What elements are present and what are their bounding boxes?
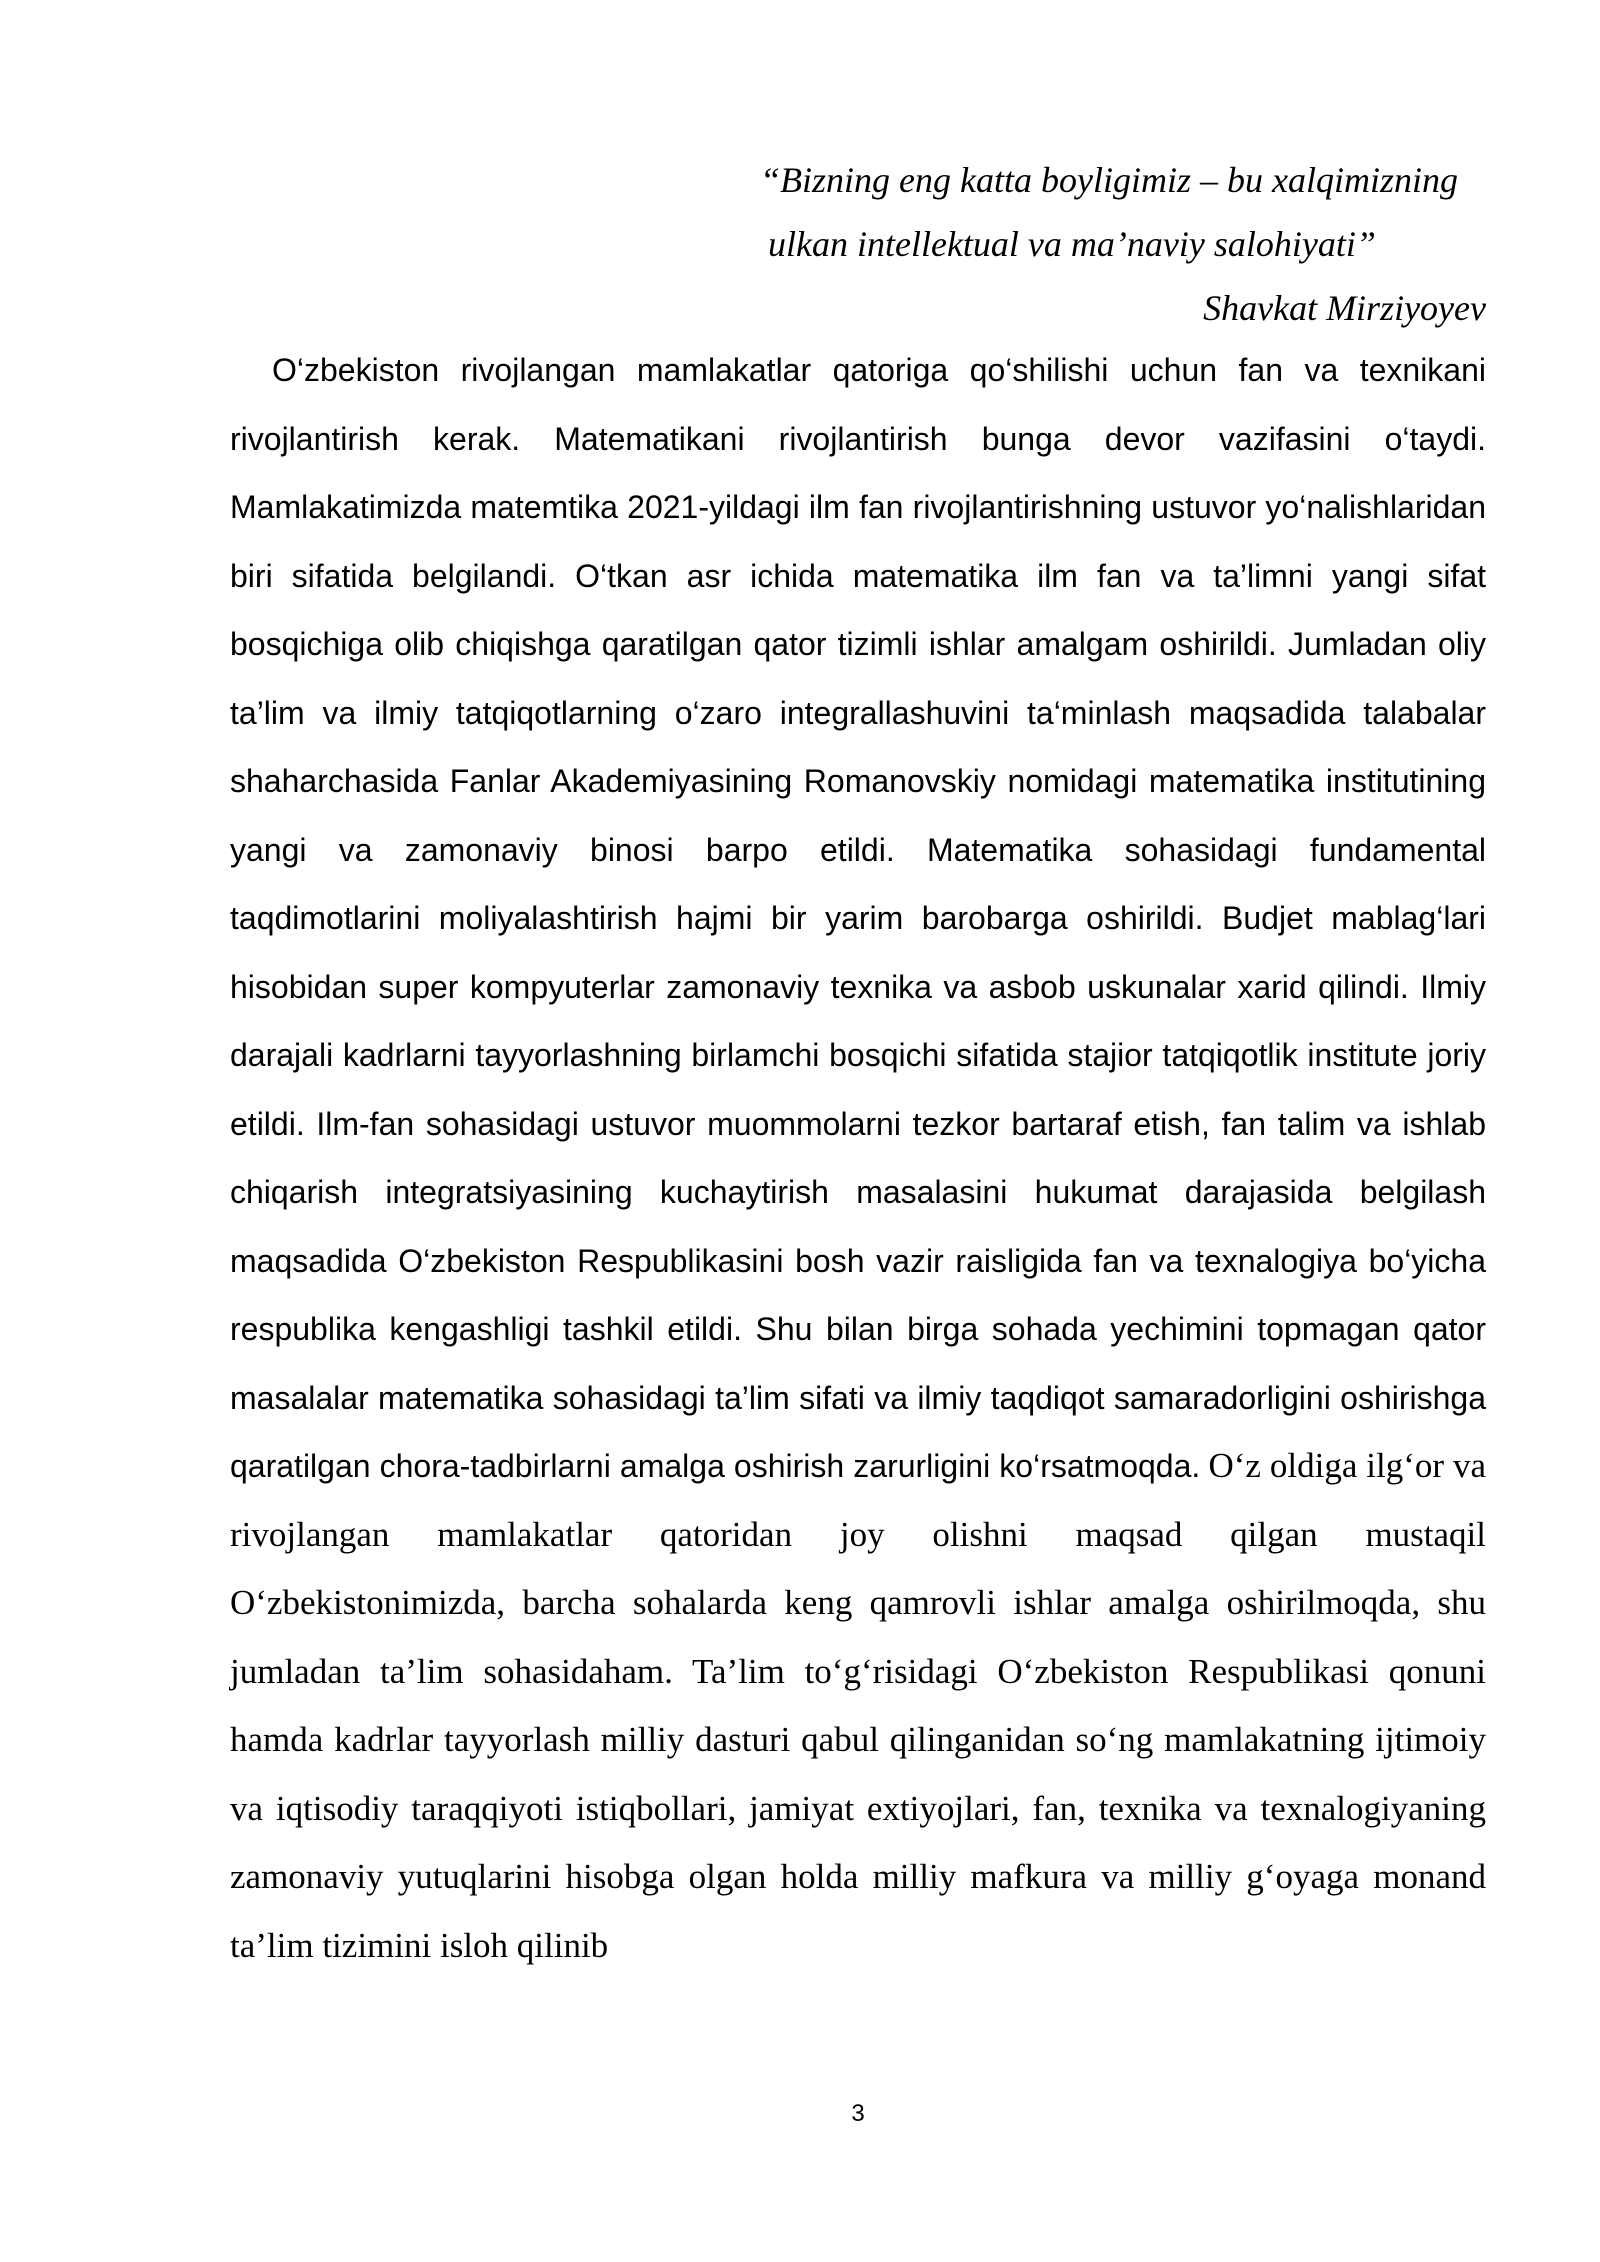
paragraph-serif-segment: O‘z oldiga ilg‘or va rivojlangan mamlakatlar qatoridan joy olishni maqsad qilgan mustaqil O‘zbekistonimizda, barcha sohalarda keng qamrovli ishlar amalga oshirilmoqda, shu jumladan ta’lim sohasidaham. Ta’lim to‘g‘risidagi O‘zbekiston Respublikasi qonuni hamda kadrlar tayyorlash milliy dasturi qabul qilinganidan so‘ng mamlakatning ijtimoiy va iqtisodiy taraqqiyoti istiqbollari, jamiyat extiyojlari, fan, texnika va texnalogiyaning zamonaviy yutuqlarini hisobga olgan holda milliy mafkura va milliy g‘oyaga monand ta’lim tizimini isloh qilinib — [230, 1446, 1487, 1965]
epigraph-line-2: ulkan intellektual va ma’naviy salohiyati” — [768, 224, 1376, 264]
main-paragraph — [230, 336, 1486, 1980]
epigraph-line-1: “Bizning eng katta boyligimiz – bu xalqimizning — [760, 160, 1458, 200]
paragraph-sans-segment: O‘zbekiston rivojlangan mamlakatlar qatoriga qo‘shilishi uchun fan va texnikani rivojlantirish kerak. Matematikani rivojlantirish bunga devor vazifasini o‘taydi. Mamlakatimizda matemtika 2021-yildagi ilm fan rivojlantirishning ustuvor yo‘nalishlaridan biri sifatida belgilandi. O‘tkan asr ichida matematika ilm fan va ta’limni yangi sifat bosqichiga olib chiqishga qaratilgan qator tizimli ishlar amalgam oshirildi. Jumladan oliy ta’lim va ilmiy tatqiqotlarning o‘zaro integrallashuvini ta‘minlash maqsadida talabalar shaharchasida Fanlar Akademiyasining Romanovskiy nomidagi matematika institutining yangi va zamonaviy binosi barpo etildi. Matematika sohasidagi fundamental taqdimotlarini moliyalashtirish hajmi bir yarim barobarga oshirildi. Budjet mablag‘lari hisobidan super kompyuterlar zamonaviy texnika va asbob uskunalar xarid qilindi. Ilmiy darajali kadrlarni tayyorlashning birlamchi bosqichi sifatida stajior tatqiqotlik institute joriy etildi. Ilm-fan sohasidagi ustuvor muommolarni tezkor bartaraf etish, fan talim va ishlab chiqarish integratsiyasining kuchaytirish masalasini hukumat darajasida belgilash maqsadida O‘zbekiston Respublikasini bosh vazir raisligida fan va texnalogiya bo‘yicha respublika kengashligi tashkil etildi. Shu bilan birga sohada yechimini topmagan qator masalalar matematika sohasidagi ta’lim sifati va ilmiy taqdiqot samaradorligini oshirishga qaratilgan chora-tadbirlarni amalga oshirish zarurligini ko‘rsatmoqda. — [230, 352, 1486, 1484]
epigraph-quote — [700, 148, 1486, 340]
page-number: 3 — [851, 2100, 865, 2127]
body-text — [230, 336, 1486, 1980]
epigraph-author: Shavkat Mirziyoyev — [1203, 288, 1486, 328]
